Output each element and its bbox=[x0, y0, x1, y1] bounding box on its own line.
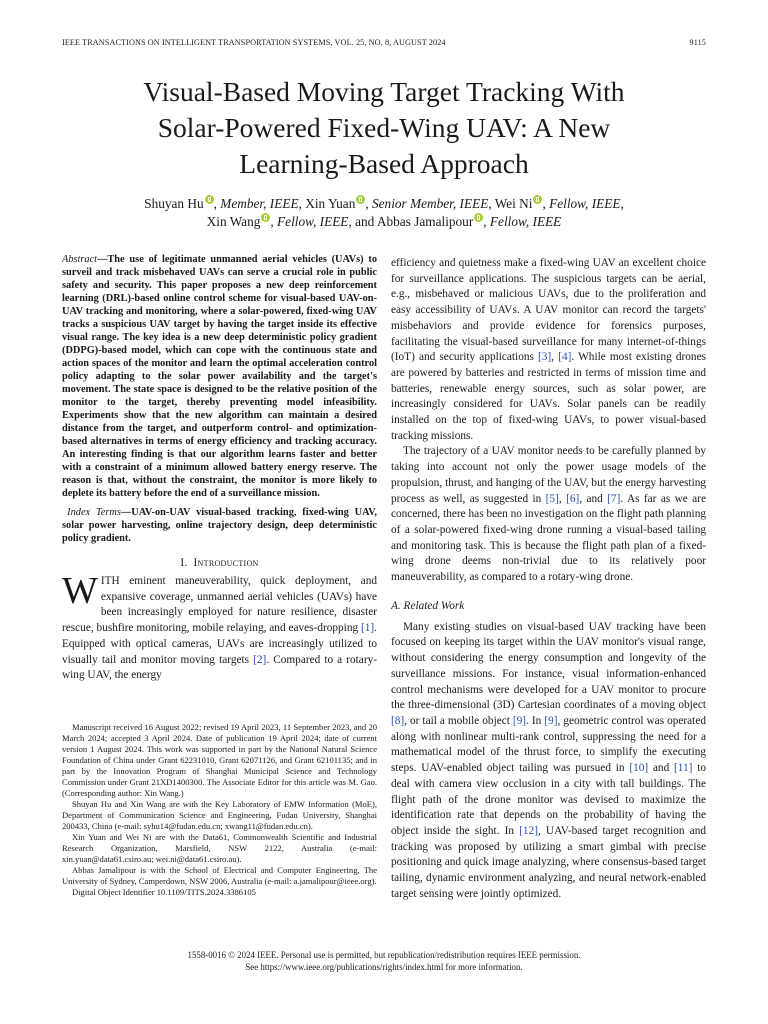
paragraph-text: , and bbox=[579, 492, 608, 505]
section-number: I. bbox=[180, 557, 188, 569]
paragraph-text: , bbox=[551, 351, 559, 364]
citation-link[interactable]: [7] bbox=[607, 492, 621, 505]
title-line: Learning-Based Approach bbox=[239, 148, 529, 179]
section-heading-introduction bbox=[62, 557, 377, 569]
citation-link[interactable]: [11] bbox=[674, 762, 693, 775]
paragraph-text: The trajectory of a UAV monitor needs to be carefully planned by taking into account not only the power usage models of the propulsion, thrust, and hanging of the UAV, but the energy harvesting process as well, as suggested in bbox=[391, 445, 706, 505]
author-role: Senior Member, IEEE bbox=[372, 196, 489, 211]
citation-link[interactable]: [1] bbox=[360, 622, 375, 635]
paragraph-text: . In bbox=[526, 714, 545, 727]
citation-link[interactable]: [4] bbox=[558, 351, 572, 364]
index-terms-text: UAV-on-UAV visual-based tracking, fixed-wing UAV, solar power harvesting, online trajectory design, deep deterministic policy gradient. bbox=[62, 507, 377, 544]
author-line-1: Shuyan Hu , Member, IEEE, Xin Yuan , Senior Member, IEEE, Wei Ni , Fellow, IEEE, bbox=[144, 196, 624, 211]
footnotes bbox=[62, 722, 377, 898]
paragraph-text: ITH eminent maneuverability, quick deployment, and expansive coverage, unmanned aerial vehicles (UAVs) have been increasingly employed for nature resilience, disaster rescue, bushfire monitoring, mobile relaying, and eaves-dropping bbox=[62, 575, 377, 635]
orcid-icon[interactable] bbox=[205, 195, 214, 204]
citation-link[interactable]: [5] bbox=[545, 492, 559, 505]
paragraph-text: , bbox=[558, 492, 567, 505]
paragraph-text: . While most existing drones are powered by batteries and restricted in terms of mission time and batteries, renewable energy sources, such as solar power, are increasingly considered for UAVs. Solar panels can be readily installed on the top of fixed-wing UAVs, to power visual-based tracking missions. bbox=[391, 351, 706, 442]
paragraph-text: Many existing studies on visual-based UAV tracking have been focused on keeping its target within the UAV monitor's visual range, without considering the energy consumption and longevity of the surveillance missions. For instance, visual information-enhanced control mechanisms were developed for a UAV monitor to procure the three-dimensional (3D) Cartesian coordinates of a moving object bbox=[391, 620, 706, 712]
title-line: Solar-Powered Fixed-Wing UAV: A New bbox=[157, 112, 611, 143]
citation-link[interactable]: [10] bbox=[629, 762, 649, 775]
author-name: Wei Ni bbox=[494, 196, 533, 211]
paragraph-text: . Equipped with optical cameras, UAVs are increasingly utilized to visually tail and monitor moving targets bbox=[62, 622, 377, 666]
footnote-manuscript: Manuscript received 16 August 2022; revised 19 April 2023, 11 September 2023, and 20 March 2024; accepted 3 April 2024. Date of publication 19 April 2024; date of current version 1 August 2024. This work was supported in part by the National Natural Science Foundation of China under Grant 62231010, Grant 62071126, and Grant 62101135; and in part by the Innovation Program of Shanghai Municipal Science and Technology Commission under Grant 21XD1400300. The Associate Editor for this article was M. Gao. (Corresponding author: Xin Wang.) bbox=[62, 722, 377, 798]
footnote-affiliation: Xin Yuan and Wei Ni are with the Data61, Commonwealth Scientific and Industrial Research Organization, Marsfield, NSW 2122, Australia (e-mail: xin.yuan@data61.csiro.au; wei.ni@data61.csiro.au). bbox=[62, 832, 377, 864]
copyright-line: 1558-0016 © 2024 IEEE. Personal use is permitted, but republication/redistribution requires IEEE permission. bbox=[187, 950, 581, 960]
dropcap: W bbox=[62, 570, 98, 612]
footnote-affiliation: Abbas Jamalipour is with the School of Electrical and Computer Engineering, The University of Sydney, Camperdown, NSW 2006, Australia (e-mail: a.jamalipour@ieee.org). bbox=[62, 865, 377, 886]
citation-link[interactable]: [8] bbox=[391, 714, 405, 727]
footnote-doi: Digital Object Identifier 10.1109/TITS.2024.3386105 bbox=[72, 887, 256, 897]
orcid-icon[interactable] bbox=[356, 195, 365, 204]
author-name: Xin Wang bbox=[206, 214, 261, 229]
paragraph-text: to deal with camera view occlusion in a city with tall buildings. The flight path of the drone monitor was devised to maximize the identification rate that depends on the probability of having the object inside the sight. In bbox=[391, 762, 706, 837]
abstract-lead: Abstract bbox=[62, 254, 98, 265]
left-column bbox=[62, 253, 377, 684]
paragraph-text: , geometric control was operated along with nonlinear multi-rank control, suppressing the need for a mathematical model of the thrust force, to simplify the executing steps. UAV-enabled object tailing was pursued in bbox=[391, 714, 706, 775]
paragraph-text: , or tail a mobile object bbox=[404, 714, 513, 727]
citation-link[interactable]: [6] bbox=[566, 492, 580, 505]
paragraph-continued bbox=[391, 256, 706, 444]
author-role: Fellow, IEEE bbox=[277, 214, 349, 229]
copyright-notice bbox=[62, 949, 706, 973]
page-number: 9115 bbox=[689, 38, 706, 47]
author-name: Xin Yuan bbox=[305, 196, 356, 211]
orcid-icon[interactable] bbox=[533, 195, 542, 204]
citation-link[interactable]: [2] bbox=[253, 653, 267, 666]
citation-link[interactable]: [9] bbox=[512, 714, 527, 727]
paragraph-related-work bbox=[391, 620, 706, 903]
subsection-heading-related-work: A. Related Work bbox=[391, 599, 465, 612]
section-title: Introduction bbox=[193, 557, 259, 569]
citation-link[interactable]: [3] bbox=[538, 351, 552, 364]
orcid-icon[interactable] bbox=[261, 213, 270, 222]
paragraph-text: . Compared to a rotary-wing UAV, the energy bbox=[62, 653, 377, 682]
author-list bbox=[60, 195, 708, 231]
author-name: Shuyan Hu bbox=[144, 196, 204, 211]
paragraph-text: and bbox=[648, 762, 675, 775]
title-line: Visual-Based Moving Target Tracking With bbox=[143, 76, 625, 107]
index-terms-lead: Index Terms bbox=[67, 507, 121, 518]
orcid-icon[interactable] bbox=[474, 213, 483, 222]
copyright-line: See https://www.ieee.org/publications/rights/index.html for more information. bbox=[245, 962, 523, 972]
paragraph-text: , UAV-based target recognition and tracking was proposed by utilizing a smart gimbal with precise positioning and quick image analyzing, where consensus-based target tailing, dynamic environment analyzing, and neural network-enabled target sensing were jointly optimized. bbox=[391, 824, 706, 900]
journal-header: IEEE TRANSACTIONS ON INTELLIGENT TRANSPORTATION SYSTEMS, VOL. 25, NO. 8, AUGUST 2024 bbox=[62, 38, 446, 47]
paper-title bbox=[40, 74, 728, 182]
intro-paragraph bbox=[62, 570, 377, 684]
abstract: Abstract—The use of legitimate unmanned aerial vehicles (UAVs) to surveil and track misbehaved UAVs can serve a crucial role in public safety and security. This paper proposes a new deep reinforcement learning (DRL)-based online control scheme for visual-based UAV-on-UAV tracking and monitoring, where a solar-powered, fixed-wing UAV tracks a suspicious UAV target by having the target inside its effective visual range. The key idea is a new deep deterministic policy gradient (DDPG)-based model, which can cope with the continuous state and action spaces of the monitor and learn the optimal acceleration control policy adapting to the solar power availability and the target's movement. The state space is designed to be the relative position of the monitor to the target, thereby preventing model infeasibility. Experiments show that the new algorithm can maintain a desired distance from the target, and outperform control- and optimization-based alternatives in terms of energy efficiency and tracking accuracy. An interesting finding is that our algorithm learns faster and better with a constraint of a minimum allowed battery energy reserve. The reason is that, without the constraint, the monitor is more likely to deplete its battery before the end of a surveillance mission. bbox=[62, 254, 377, 499]
paragraph-trajectory bbox=[391, 444, 706, 585]
right-column bbox=[391, 256, 706, 902]
index-terms: Index Terms—UAV-on-UAV visual-based tracking, fixed-wing UAV, solar power harvesting, online trajectory design, deep deterministic policy gradient. bbox=[62, 507, 377, 544]
author-role: Fellow, IEEE bbox=[549, 196, 621, 211]
paragraph-text: efficiency and quietness make a fixed-wing UAV an excellent choice for surveillance applications. The suspicious targets can be aerial, e.g., misbehaved or malicious UAVs, due to the proliferation and easy accessibility of UAVs. A UAV monitor can record the targets' misbehaviors and provide evidence for forensics purposes, facilitating the visual-based surveillance for many internet-of-things (IoT) and security applications bbox=[391, 257, 706, 364]
author-role: Member, IEEE bbox=[220, 196, 299, 211]
author-line-2: Xin Wang , Fellow, IEEE, and Abbas Jamalipour , Fellow, IEEE bbox=[206, 214, 562, 229]
citation-link[interactable]: [12] bbox=[519, 824, 538, 837]
footnote-affiliation: Shuyan Hu and Xin Wang are with the Key Laboratory of EMW Information (MoE), Department of Communication Science and Engineering, Fudan University, Shanghai 200433, China (e-mail: syhu14@fudan.edu.cn; xwang11@fudan.edu.cn). bbox=[62, 799, 377, 831]
author-role: Fellow, IEEE bbox=[489, 214, 562, 229]
author-name: Abbas Jamalipour bbox=[376, 214, 474, 229]
abstract-text: The use of legitimate unmanned aerial vehicles (UAVs) to surveil and track misbehaved UAVs can serve a crucial role in public safety and security. This paper proposes a new deep reinforcement learning (DRL)-based online control scheme for visual-based UAV-on-UAV tracking and monitoring, where a solar-powered, fixed-wing UAV tracks a suspicious UAV target by having the target inside its effective visual range. The key idea is a new deep deterministic policy gradient (DDPG)-based model, which can cope with the continuous state and action spaces of the monitor and learn the optimal acceleration control policy adapting to the solar power availability and the target's movement. The state space is designed to be the relative position of the monitor to the target, thereby preventing model infeasibility. Experiments show that the new algorithm can maintain a desired distance from the target, and outperform control- and optimization-based alternatives in terms of energy efficiency and tracking accuracy. An interesting finding is that our algorithm learns faster and better with a constraint of a minimum allowed battery energy reserve. The reason is that, without the constraint, the monitor is more likely to deplete its battery before the end of a surveillance mission. bbox=[62, 254, 377, 499]
running-head bbox=[62, 38, 706, 50]
paragraph-text: . As far as we are concerned, there has been no investigation on the flight path planning of a solar-powered fixed-wing drone running a visual-based tailing and monitoring task. This is because the flight path plan of a fixed-wing drone deems non-trivial due to its relatively poor maneuverability, as compared to a rotary-wing drone. bbox=[391, 492, 706, 584]
citation-link[interactable]: [9] bbox=[544, 714, 558, 727]
